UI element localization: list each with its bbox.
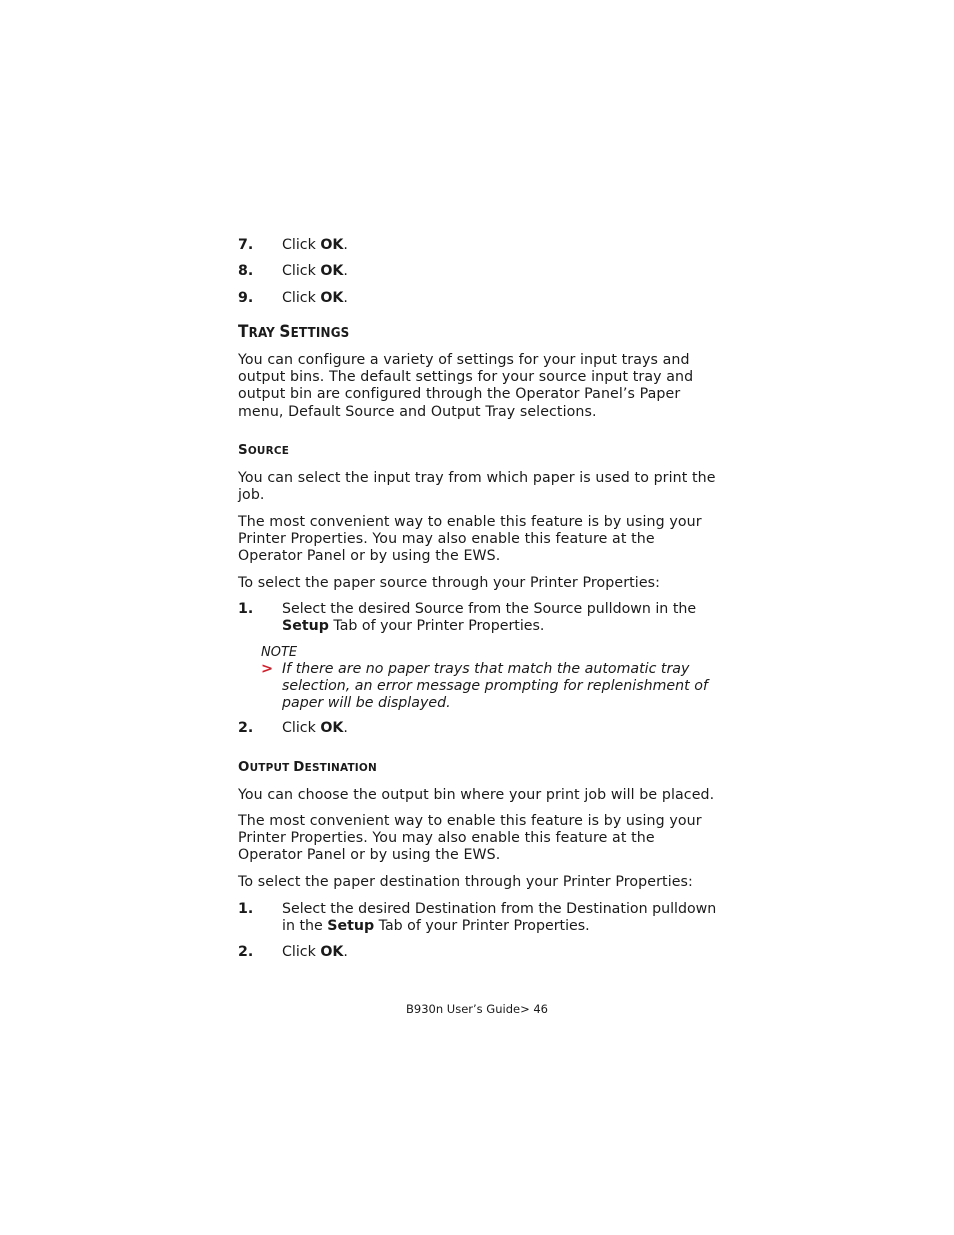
- output-paragraph-1: You can choose the output bin where your print job will be placed.: [238, 787, 715, 803]
- tray-settings-heading: TRAY SETTINGS: [238, 322, 350, 342]
- step-text: Click OK.: [282, 290, 348, 306]
- step-text: Click OK.: [282, 720, 348, 736]
- step-text: Click OK.: [282, 237, 348, 253]
- source-paragraph-1: You can select the input tray from which paper is used to print the job.: [238, 470, 716, 504]
- source-paragraph-3: To select the paper source through your Printer Properties:: [238, 575, 661, 591]
- step-number: 1.: [238, 901, 254, 917]
- step-text: Click OK.: [282, 944, 348, 960]
- note-label: NOTE: [261, 645, 298, 660]
- source-paragraph-2: The most convenient way to enable this feature is by using your Printer Properties. You may also enable this feature at the Operator Panel or by using the EWS.: [238, 514, 702, 565]
- step-text: Click OK.: [282, 263, 348, 279]
- step-number: 8.: [238, 263, 254, 279]
- note-text: If there are no paper trays that match the automatic tray selection, an error message prompting for replenishment of paper will be displayed.: [282, 661, 708, 712]
- step-number: 2.: [238, 944, 254, 960]
- output-paragraph-2: The most convenient way to enable this feature is by using your Printer Properties. You may also enable this feature at the Operator Panel or by using the EWS.: [238, 813, 702, 864]
- source-heading: SOURCE: [238, 443, 290, 458]
- tray-settings-paragraph: You can configure a variety of settings for your input trays and output bins. The default settings for your source input tray and output bin are configured through the Operator Panel’s Paper menu, Default Source and Output Tray selections.: [238, 352, 694, 420]
- step-number: 9.: [238, 290, 254, 306]
- step-number: 7.: [238, 237, 254, 253]
- step-text: Select the desired Destination from the Destination pulldown in the Setup Tab of your Printer Properties.: [282, 901, 717, 935]
- note-arrow-icon: >: [261, 661, 274, 677]
- page-footer: B930n User’s Guide> 46: [406, 1002, 548, 1016]
- output-paragraph-3: To select the paper destination through your Printer Properties:: [238, 874, 693, 890]
- step-number: 2.: [238, 720, 254, 736]
- output-destination-heading: OUTPUT DESTINATION: [238, 760, 377, 775]
- step-number: 1.: [238, 601, 254, 617]
- step-text: Select the desired Source from the Source pulldown in the Setup Tab of your Printer Properties.: [282, 601, 697, 635]
